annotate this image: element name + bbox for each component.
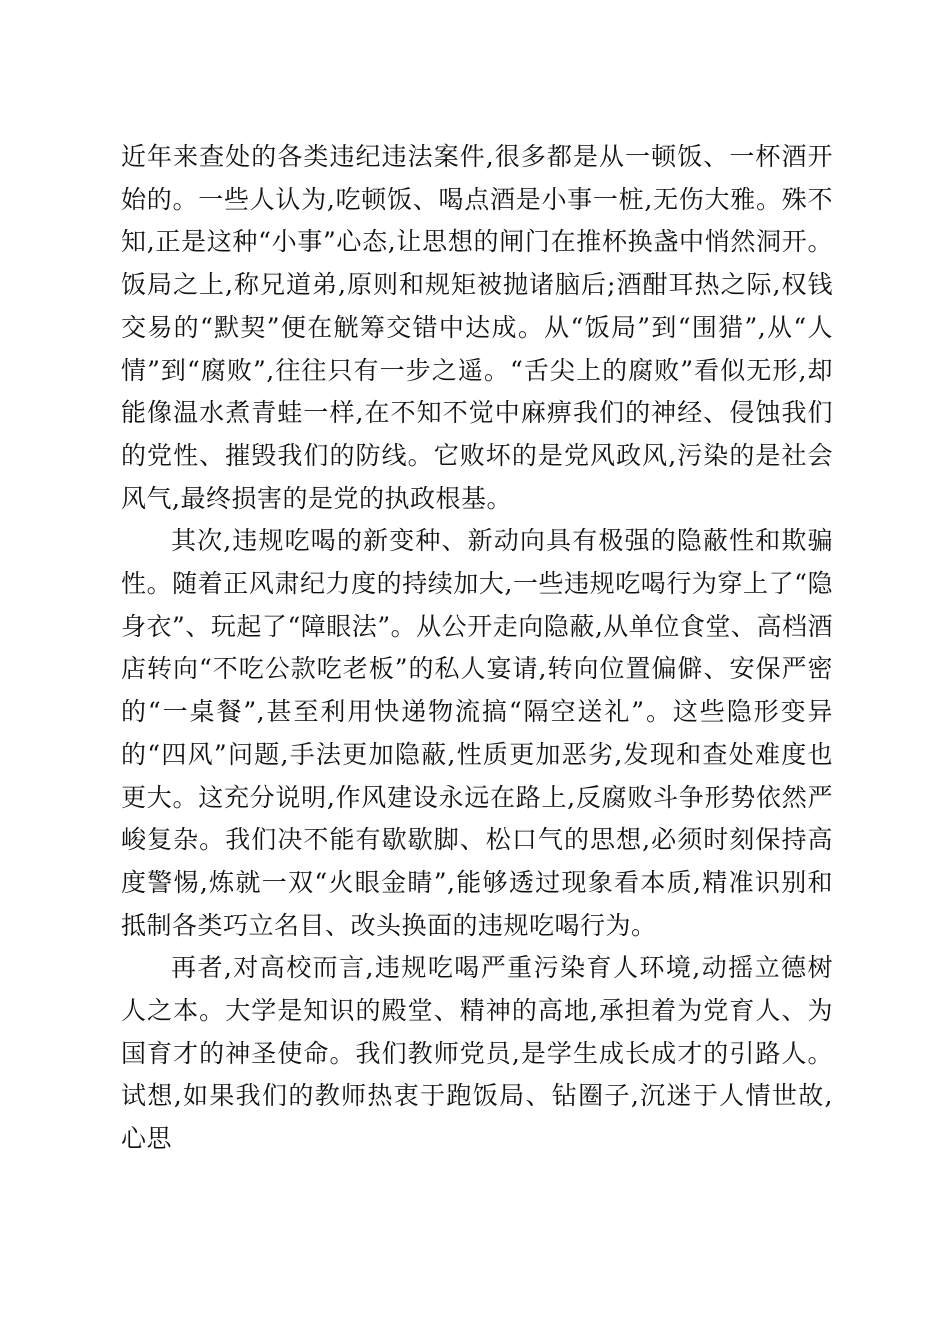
paragraph-2: 其次,违规吃喝的新变种、新动向具有极强的隐蔽性和欺骗性。随着正风肃纪力度的持续加大,一些违规吃喝行为穿上了“隐身衣”、玩起了“障眼法”。从公开走向隐蔽,从单位食堂、高档酒店转向“不吃公款吃老板”的私人宴请,转向位置偏僻、安保严密的“一桌餐”,甚至利用快递物流搞“隔空送礼”。这些隐形变异的“四风”问题,手法更加隐蔽,性质更加恶劣,发现和查处难度也更大。这充分说明,作风建设永远在路上,反腐败斗争形势依然严峻复杂。我们决不能有歇歇脚、松口气的思想,必须时刻保持高度警惕,炼就一双“火眼金睛”,能够透过现象看本质,精准识别和抵制各类巧立名目、改头换面的违规吃喝行为。 [121,526,833,940]
body-text [121,136,833,1161]
paragraph-1: 近年来查处的各类违纪违法案件,很多都是从一顿饭、一杯酒开始的。一些人认为,吃顿饭、喝点酒是小事一桩,无伤大雅。殊不知,正是这种“小事”心态,让思想的闸门在推杯换盏中悄然洞开。饭局之上,称兄道弟,原则和规矩被抛诸脑后;酒酣耳热之际,权钱交易的“默契”便在觥筹交错中达成。从“饭局”到“围猎”,从“人情”到“腐败”,往往只有一步之遥。“舌尖上的腐败”看似无形,却能像温水煮青蛙一样,在不知不觉中麻痹我们的神经、侵蚀我们的党性、摧毁我们的防线。它败坏的是党风政风,污染的是社会风气,最终损害的是党的执政根基。 [121,142,833,513]
paragraph-3: 再者,对高校而言,违规吃喝严重污染育人环境,动摇立德树人之本。大学是知识的殿堂、精神的高地,承担着为党育人、为国育才的神圣使命。我们教师党员,是学生成长成才的引路人。试想,如果我们的教师热衷于跑饭局、钻圈子,沉迷于人情世故,心思 [121,953,833,1154]
